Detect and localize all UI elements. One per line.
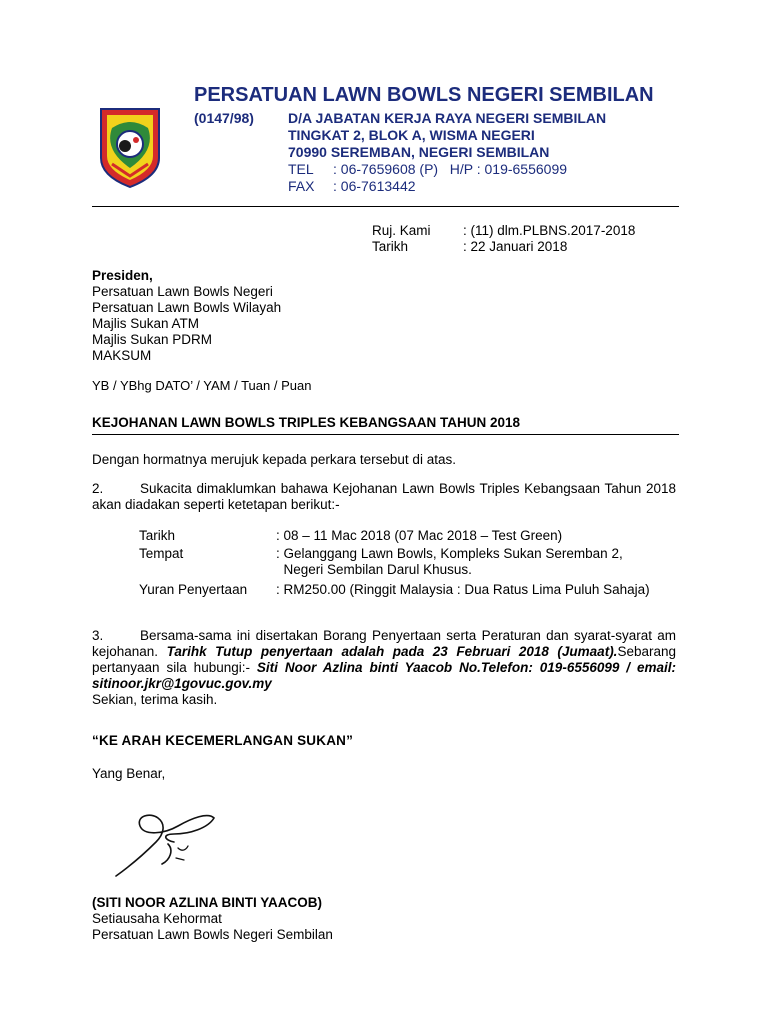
detail-value: : RM250.00 (Ringgit Malaysia : Dua Ratus Lima Puluh Sahaja) <box>276 582 650 597</box>
signer-title: Setiausaha Kehormat <box>92 911 222 926</box>
letterhead-divider <box>92 206 679 207</box>
thanks-line: Sekian, terima kasih. <box>92 692 218 707</box>
address-line: TINGKAT 2, BLOK A, WISMA NEGERI <box>288 127 535 143</box>
recipient-item: MAKSUM <box>92 348 152 363</box>
detail-row <box>139 528 650 544</box>
contact-person-details: Siti Noor Azlina binti Yaacob No.Telefon: 019-6556099 / email: sitinoor.jkr@1govuc.gov.my <box>92 660 677 691</box>
telephone-line <box>288 161 567 178</box>
recipient-item: Persatuan Lawn Bowls Negeri <box>92 284 273 299</box>
contact-block <box>288 161 567 195</box>
organization-name: PERSATUAN LAWN BOWLS NEGERI SEMBILAN <box>194 84 654 106</box>
handwritten-signature-icon <box>104 800 224 882</box>
address-line: 70990 SEREMBAN, NEGERI SEMBILAN <box>288 144 550 160</box>
paragraph-text: Sukacita dimaklumkan bahawa Kejohanan Lawn Bowls Triples Kebangsaan Tahun 2018 akan diadakan seperti ketetapan berikut:- <box>92 481 676 512</box>
registration-number: (0147/98) <box>194 110 254 126</box>
signer-name: (SITI NOOR AZLINA BINTI YAACOB) <box>92 895 323 910</box>
date-label: Tarikh <box>372 239 409 254</box>
slogan: “KE ARAH KECEMERLANGAN SUKAN” <box>92 733 354 748</box>
date-row <box>372 239 635 255</box>
recipient-item: Persatuan Lawn Bowls Wilayah <box>92 300 282 315</box>
association-crest-icon <box>98 106 162 190</box>
paragraph-text: Bersama-sama ini disertakan Borang Penyertaan serta Peraturan dan syarat-syarat am kejohanan. <box>92 628 676 659</box>
signer-block <box>92 895 333 943</box>
ref-value: : (11) dlm.PLBNS.2017-2018 <box>463 223 636 238</box>
fax-value: : 06-7613442 <box>333 178 416 194</box>
tel-label: TEL <box>288 161 314 177</box>
detail-value: : 08 – 11 Mac 2018 (07 Mac 2018 – Test Green) <box>276 528 563 543</box>
event-details <box>139 528 650 598</box>
paragraph-number: 3. <box>92 628 104 643</box>
tel-value: : 06-7659608 (P) H/P : 019-6556099 <box>333 161 568 177</box>
intro-paragraph: Dengan hormatnya merujuk kepada perkara tersebut di atas. <box>92 452 456 467</box>
detail-row <box>139 546 650 578</box>
reference-block <box>372 223 635 255</box>
reference-row <box>372 223 635 239</box>
enquiry-text: Sebarang pertanyaan sila hubungi:- <box>92 644 676 675</box>
address-line: D/A JABATAN KERJA RAYA NEGERI SEMBILAN <box>288 110 607 126</box>
signer-organization: Persatuan Lawn Bowls Negeri Sembilan <box>92 927 333 942</box>
detail-key: Tarikh <box>139 528 176 543</box>
address-block <box>288 110 606 161</box>
letter-subject: KEJOHANAN LAWN BOWLS TRIPLES KEBANGSAAN TAHUN 2018 <box>92 415 521 430</box>
paragraph-2 <box>92 481 676 513</box>
recipient-item: Majlis Sukan PDRM <box>92 332 213 347</box>
salutation: YB / YBhg DATO’ / YAM / Tuan / Puan <box>92 378 312 393</box>
detail-line: Negeri Sembilan Darul Khusus. <box>276 562 472 577</box>
detail-row <box>139 582 650 598</box>
detail-line: : Gelanggang Lawn Bowls, Kompleks Sukan Seremban 2, <box>276 546 623 561</box>
detail-key: Tempat <box>139 546 184 561</box>
detail-key: Yuran Penyertaan <box>139 582 248 597</box>
closing-date-notice: Tarihk Tutup penyertaan adalah pada 23 Februari 2018 (Jumaat). <box>166 644 618 659</box>
closing-line: Yang Benar, <box>92 766 166 781</box>
ref-label: Ruj. Kami <box>372 223 431 238</box>
subject-divider <box>92 434 679 435</box>
fax-line <box>288 178 567 195</box>
fax-label: FAX <box>288 178 315 194</box>
paragraph-number: 2. <box>92 481 104 496</box>
recipient-item: Majlis Sukan ATM <box>92 316 200 331</box>
recipients-block <box>92 268 281 364</box>
paragraph-3 <box>92 628 676 692</box>
recipients-heading: Presiden, <box>92 268 153 283</box>
date-value: : 22 Januari 2018 <box>463 239 568 254</box>
detail-value <box>276 546 623 578</box>
